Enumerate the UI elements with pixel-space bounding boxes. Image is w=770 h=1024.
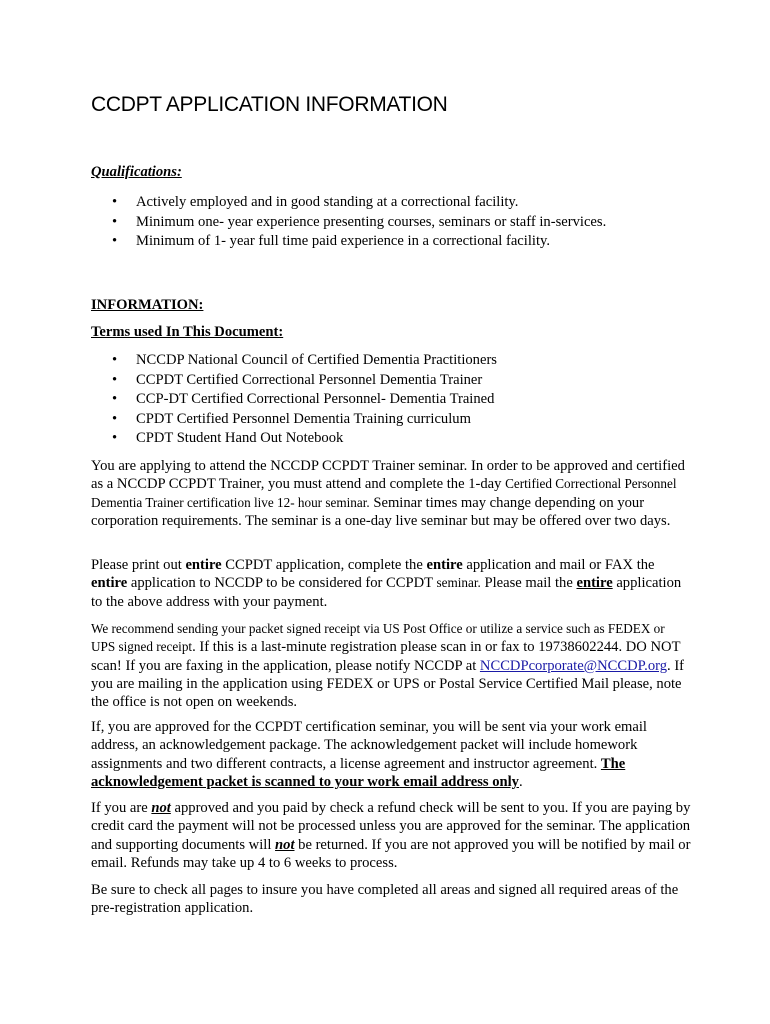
qualifications-list [91,193,691,252]
emphasis: entire [91,575,128,592]
text-span: Seminar times may change depending on your corporation requirements. The seminar is a one-day live seminar but may be offered over two days. [91,494,671,529]
text-span: Please mail the [480,575,577,592]
list-item: • NCCDP National Council of Certified Dementia Practitioners [91,351,691,371]
text-span: If, you are approved for the CCPDT certification seminar, you will be sent via your work email address, an acknowledgement package. The acknowledgement packet will include homework assignments and two different contracts, a license agreement and instructor agreement. [91,719,647,772]
checklist-paragraph: Be sure to check all pages to insure you have completed all areas and signed all required areas of the pre-registration application. [91,882,679,917]
list-item: • Actively employed and in good standing at a correctional facility. [91,193,691,213]
emphasis: not [151,800,171,816]
shipping-paragraph [91,620,691,711]
information-heading: INFORMATION: [91,297,204,313]
terms-list [91,351,691,449]
text-span: You are applying to attend the NCCDP CCPDT Trainer seminar. In order to be approved and certified as a NCCDP CCPDT Trainer, you must attend and complete the 1-day [91,458,685,493]
text-span: . [518,773,523,790]
text-span: . If you are mailing in the application using FEDEX or UPS or Postal Service Certified Mail please, note the office is not open on weekends. [91,657,685,711]
text-span: application and mail or FAX the [462,557,655,573]
list-item: • CPDT Certified Personnel Dementia Training curriculum [91,410,691,430]
emphasis: entire [576,575,613,592]
text-span: seminar. [436,575,481,591]
text-span: We recommend sending your packet signed receipt via US Post Office or utilize a service such as FEDEX or UPS signed receipt [91,621,665,655]
text-span: Please print out [91,557,186,573]
qualifications-heading: Qualifications: [91,164,182,180]
seminar-paragraph [91,457,691,530]
emphasis: not [275,836,295,853]
page-title: CCDPT APPLICATION INFORMATION [91,93,448,116]
emphasis: entire [185,557,222,573]
approval-paragraph [91,718,691,791]
terms-heading: Terms used In This Document: [91,324,284,340]
text-span: . If this is a last-minute registration please scan in or fax to 19738602244. DO NOT scan! If you are faxing in the application, please notify NCCDP at [91,639,681,674]
list-item: • CPDT Student Hand Out Notebook [91,429,691,449]
text-span: If you are [91,800,152,816]
print-application-paragraph [91,556,691,611]
list-item: • Minimum one- year experience presenting courses, seminars or staff in-services. [91,213,691,233]
text-span: CCPDT application, complete the [221,557,427,573]
text-span: Certified Correctional Personnel Dementia Trainer certification live 12- hour seminar. [91,476,677,510]
text-span: be returned. If you are not approved you will be notified by mail or email. Refunds may take up 4 to 6 weeks to process. [91,836,691,871]
list-item: • CCP-DT Certified Correctional Personnel- Dementia Trained [91,390,691,410]
emphasis: The acknowledgement packet is scanned to your work email address only [91,755,626,790]
emphasis: entire [426,557,463,573]
list-item: • CCPDT Certified Correctional Personnel Dementia Trainer [91,371,691,391]
list-item: • Minimum of 1- year full time paid experience in a correctional facility. [91,232,691,252]
refund-paragraph [91,799,691,872]
text-span: approved and you paid by check a refund check will be sent to you. If you are paying by credit card the payment will not be processed unless you are approved for the seminar. The application and supporting documents will [91,800,691,853]
text-span: application to NCCDP to be considered for CCPDT [127,575,437,592]
text-span: application to the above address with your payment. [91,575,682,610]
email-link[interactable]: NCCDPcorporate@NCCDP.org [479,657,668,674]
